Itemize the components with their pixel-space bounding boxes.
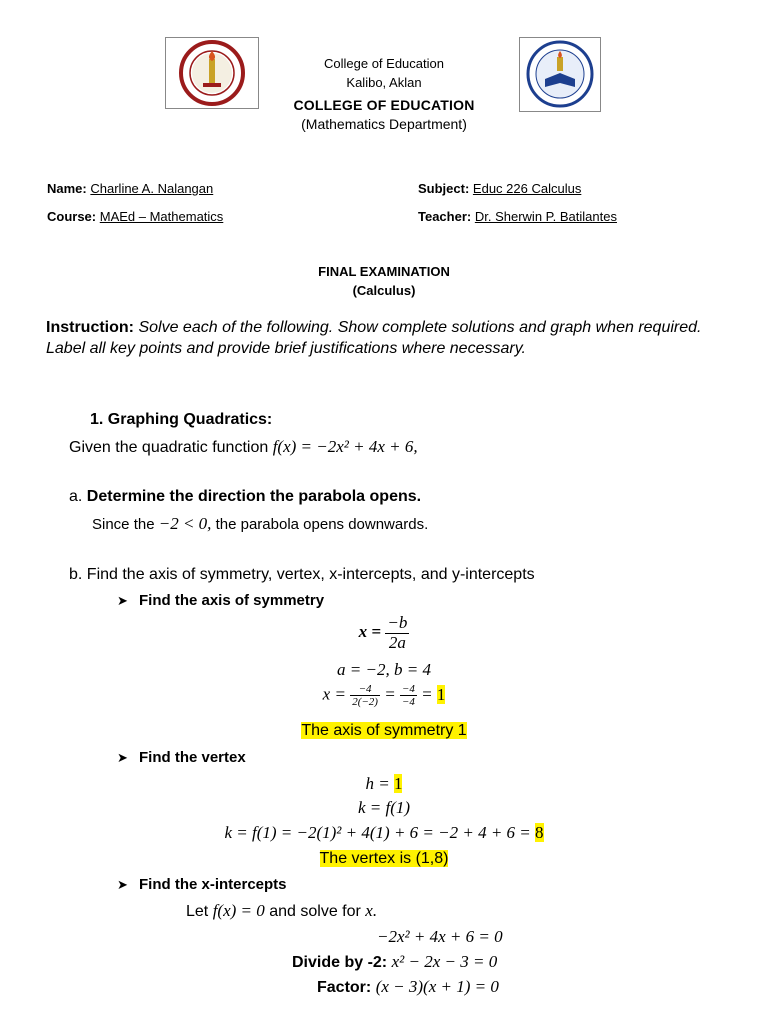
xint-divide-line	[292, 952, 497, 972]
name-field	[47, 181, 213, 196]
xint-factor-equation: (x − 3)(x + 1) = 0	[375, 977, 499, 996]
vertex-k-value: 8	[535, 823, 544, 842]
subject-label: Subject:	[418, 181, 470, 196]
axis-heading	[117, 592, 324, 609]
question-1-heading: 1. Graphing Quadratics:	[90, 411, 273, 428]
subject-value: Educ 226 Calculus	[472, 181, 582, 196]
vertex-conclusion-line	[0, 850, 768, 868]
axis-step-lhs: x =	[322, 684, 346, 704]
vertex-h-value: 1	[393, 774, 403, 793]
given-function: f(x) = −2x² + 4x + 6,	[272, 437, 418, 456]
arrow-bullet-icon: ➤	[117, 877, 128, 892]
instruction-label: Instruction:	[46, 319, 134, 336]
axis-step2-num: −4	[401, 683, 415, 695]
axis-step-equals-1: =	[384, 684, 396, 704]
vertex-k-evaluation	[0, 823, 768, 843]
vertex-k-line: k = f(1)	[357, 798, 411, 817]
part-b-heading: b. Find the axis of symmetry, vertex, x-intercepts, and y-intercepts	[69, 566, 535, 583]
teacher-field	[418, 209, 617, 224]
xint-let-mid: and solve for	[269, 903, 361, 920]
axis-step	[0, 683, 768, 708]
axis-formula-denominator: 2a	[388, 632, 406, 652]
xint-let-var: x.	[365, 901, 378, 920]
part-a-answer-math: −2 < 0,	[158, 514, 212, 533]
xint-let-pre: Let	[186, 903, 209, 920]
name-value: Charline A. Nalangan	[90, 181, 214, 196]
axis-formula-numerator: −b	[387, 613, 408, 632]
arrow-bullet-icon: ➤	[117, 750, 128, 765]
name-label: Name:	[47, 181, 87, 196]
part-a-answer-post: the parabola opens downwards.	[215, 516, 429, 533]
axis-formula-lhs: x =	[358, 622, 382, 642]
axis-step2-den: −4	[401, 696, 415, 709]
subject-field	[418, 181, 581, 196]
part-a-heading	[69, 488, 421, 506]
part-a-answer	[92, 514, 428, 534]
axis-step1-den: 2(−2)	[352, 696, 378, 709]
xint-divide-equation: x² − 2x − 3 = 0	[391, 952, 498, 971]
xint-divide-label: Divide by -2:	[292, 954, 388, 971]
xint-let-line	[186, 901, 377, 921]
part-a-prefix: a.	[69, 488, 83, 505]
xint-factor-line	[317, 977, 499, 997]
xint-heading-text: Find the x-intercepts	[139, 876, 287, 893]
axis-step1-num: −4	[350, 683, 380, 696]
arrow-bullet-icon: ➤	[117, 593, 128, 608]
axis-values: a = −2, b = 4	[337, 660, 431, 679]
axis-step-fraction-1	[350, 683, 380, 708]
header-college-title: COLLEGE OF EDUCATION	[293, 97, 475, 113]
xint-heading	[117, 876, 287, 893]
vertex-heading	[117, 749, 246, 766]
header-location-line: Kalibo, Aklan	[346, 75, 422, 90]
axis-result: 1	[436, 684, 446, 704]
axis-conclusion: The axis of symmetry 1	[301, 722, 467, 739]
given-statement	[69, 437, 418, 457]
xint-let-math: f(x) = 0	[212, 901, 265, 920]
teacher-value: Dr. Sherwin P. Batilantes	[474, 209, 617, 224]
vertex-h-line	[0, 774, 768, 794]
instruction-text: Solve each of the following. Show complete solutions and graph when required. Label all key points and provide brief justifications where necessary.	[46, 319, 702, 357]
axis-conclusion-line	[0, 722, 768, 740]
vertex-h-label: h =	[365, 774, 394, 793]
header-college-line: College of Education	[324, 56, 444, 71]
header-department: (Mathematics Department)	[301, 116, 467, 132]
teacher-label: Teacher:	[418, 209, 472, 224]
part-a-label: Determine the direction the parabola opens.	[86, 488, 422, 505]
vertex-heading-text: Find the vertex	[139, 749, 246, 766]
axis-formula	[0, 614, 768, 652]
course-value: MAEd – Mathematics	[99, 209, 224, 224]
vertex-k-eval-text: k = f(1) = −2(1)² + 4(1) + 6 = −2 + 4 + 6 =	[224, 823, 536, 842]
instruction-paragraph	[46, 317, 726, 359]
vertex-conclusion: The vertex is (1,8)	[319, 850, 449, 867]
axis-step-fraction-2	[400, 683, 417, 708]
exam-title: FINAL EXAMINATION	[318, 264, 450, 279]
part-a-answer-pre: Since the	[92, 516, 155, 533]
axis-step-equals-2: =	[421, 684, 433, 704]
exam-subtitle: (Calculus)	[352, 283, 416, 298]
xint-factor-label: Factor:	[317, 979, 372, 996]
course-label: Course:	[47, 209, 97, 224]
given-text: Given the quadratic function	[69, 439, 269, 456]
course-field	[47, 209, 223, 224]
axis-formula-fraction	[385, 614, 409, 652]
xint-equation-1: −2x² + 4x + 6 = 0	[377, 927, 503, 946]
axis-heading-text: Find the axis of symmetry	[139, 592, 325, 609]
